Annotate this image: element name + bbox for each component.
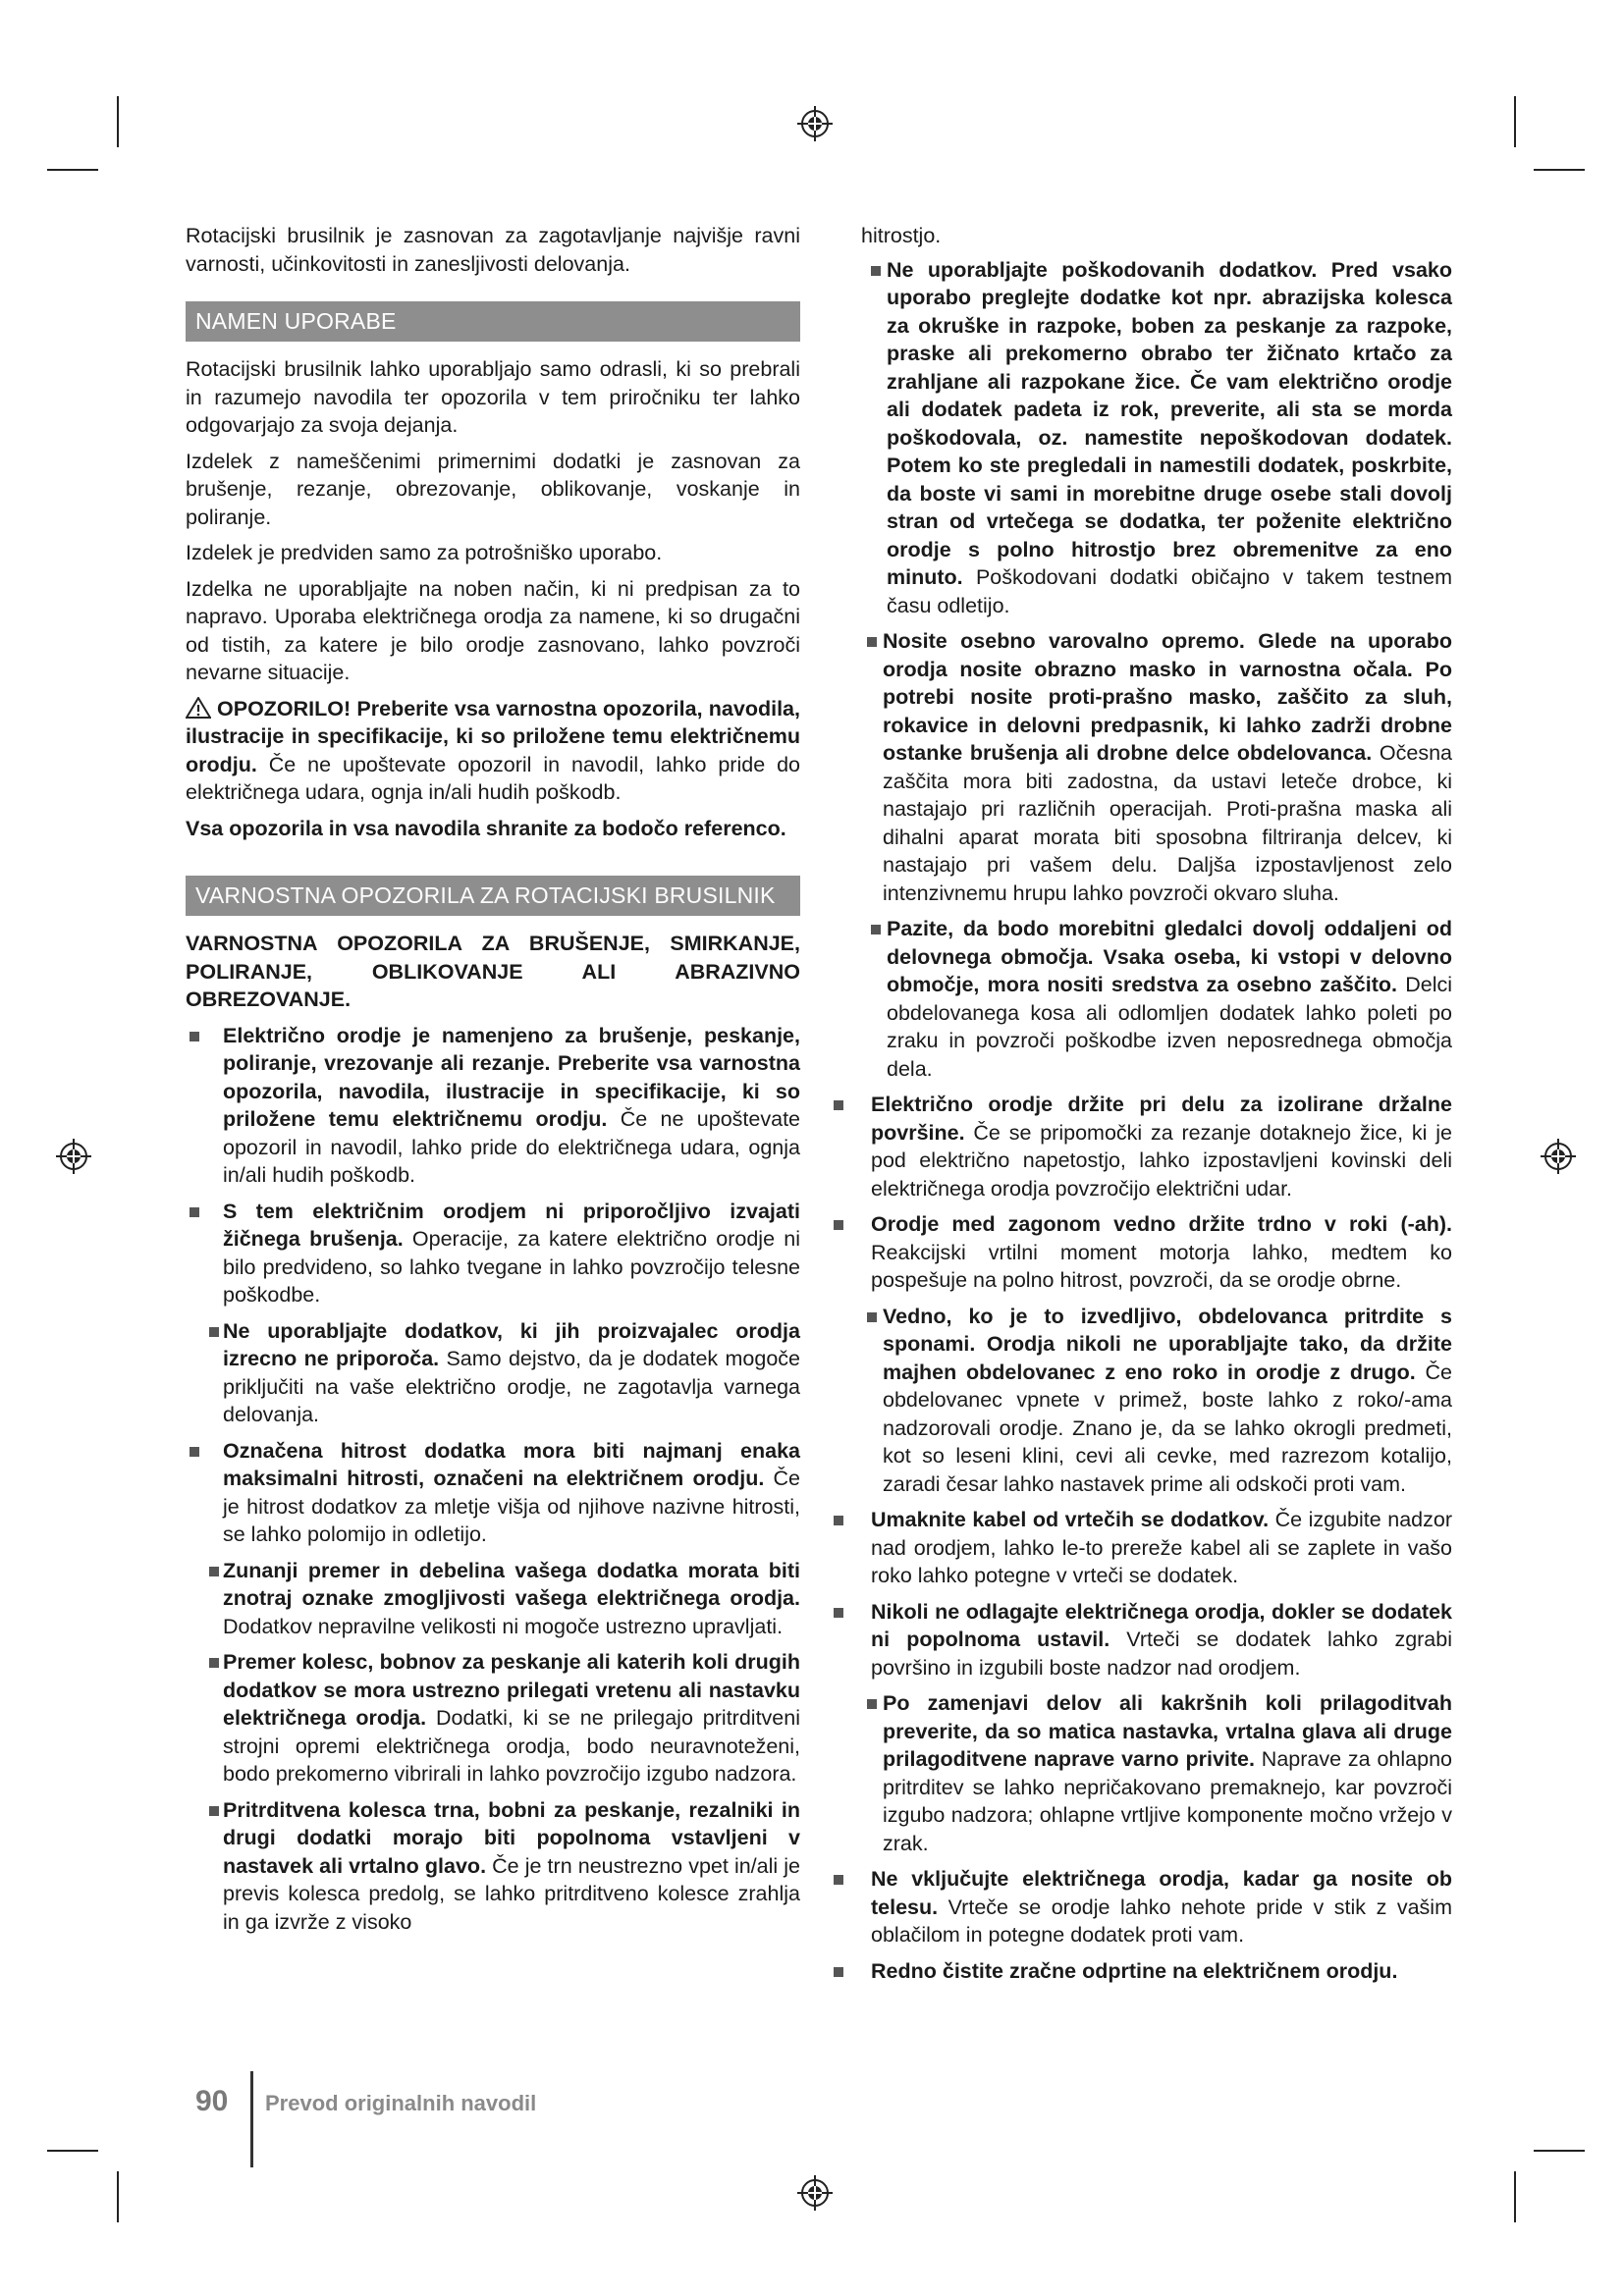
list-item-text: Samo dejstvo, da je dodatek mogoče priključiti na vaše električno orodje, ne zagotavlja varnega delovanja. [223, 1347, 800, 1426]
list-item-bold: Ne uporabljajte poškodovanih dodatkov. Pred vsako uporabo preglejte dodatke kot npr. abrazijska kolesca za okruške in razpoke, boben za peskanje za razpoke, praske ali prekomerno obrabo ter žičnato krtačo za zrahljane ali razpokane žice. Če vam električno orodje ali dodatek padeta iz rok, preverite, ali sta se morda poškodovala, oz. namestite nepoškodovan dodatek. Potem ko ste pregledali in namestili dodatek, poskrbite, da boste vi sami in morebitne druge osebe stali dovolj stran od vrtečega se dodatka, ter poženite električno orodje s polno hitrostjo brez obremenitve za eno minuto. [887, 257, 1452, 589]
paragraph: Izdelek z nameščenimi primernimi dodatki je zasnovan za brušenje, rezanje, obrezovanje, oblikovanje, voskanje in poliranje. [186, 449, 800, 529]
paragraph: Izdelek je predviden samo za potrošniško uporabo. [186, 541, 663, 564]
list-item-text: Očesna zaščita mora biti zadostna, da ustavi leteče drobce, ki nastajajo pri različnih operacijah. Proti-prašna maska ali dihalni aparat morata biti sposobna filtriranja delcev, ki nastajajo pri vašem delu. Daljša izpostavljenost zelo intenzivnemu hrupu lahko povzroči okvaro sluha. [883, 741, 1452, 905]
list-item-bold: Električno orodje držite pri delu za izolirane držalne površine. [871, 1093, 1452, 1145]
list-item-bold: Vedno, ko je to izvedljivo, obdelovanca pritrdite s sponami. Orodja nikoli ne uporabljajte tako, da držite majhen obdelovanec z eno roko in orodje z drugo. [883, 1304, 1452, 1384]
left-column [186, 222, 800, 1944]
list-item-bold: Označena hitrost dodatka mora biti najmanj enaka maksimalni hitrosti, označeni na električnem orodju. [223, 1438, 800, 1490]
list-item [861, 915, 1452, 1083]
list-item-bold: Pritrditvena kolesca trna, bobni za peskanje, rezalniki in drugi dodatki morajo biti popolnoma vstavljeni v nastavek ali vrtalno glavo. [223, 1797, 800, 1878]
registration-mark-icon [795, 104, 835, 143]
list-item-text: Operacije, za katere električno orodje ni bilo predvideno, so lahko tvegane in lahko povzročijo telesne poškodbe. [223, 1227, 800, 1307]
section-heading-safety-warnings: VARNOSTNA OPOZORILA ZA ROTACIJSKI BRUSILNIK [186, 876, 800, 916]
list-item-text: Če je hitrost dodatkov za mletje višja od njihove nazivne hitrosti, se lahko polomijo in odletijo. [223, 1467, 800, 1546]
list-item-text: Če ne upoštevate opozoril in navodil, lahko pride do električnega udara, ognja in/ali hudih poškodb. [223, 1107, 801, 1187]
right-column [861, 222, 1452, 1993]
list-item [834, 1865, 1452, 1949]
list-item-text: Če obdelovanec vpnete v primež, boste lahko z roko/-ama nadzorovali orodje. Znano je, da se lahko okrogli predmeti, kot so leseni klini, cevi ali cevke, med razrezom kotalijo, zaradi česar lahko nastavek prime ali odskoči proti vam. [883, 1360, 1452, 1496]
list-item [186, 1437, 800, 1549]
list-item [834, 1506, 1452, 1590]
list-item-bold: Premer kolesc, bobnov za peskanje ali katerih koli drugih dodatkov se mora ustrezno prilegati vretenu ali nastavku električnega orodja. [223, 1650, 800, 1730]
crop-mark [1534, 2150, 1585, 2152]
keep-instructions-note: Vsa opozorila in vsa navodila shranite za bodočo referenco. [186, 816, 786, 840]
list-item [834, 1091, 1452, 1202]
subheading: VARNOSTNA OPOZORILA ZA BRUŠENJE, SMIRKANJE, POLIRANJE, OBLIKOVANJE ALI ABRAZIVNO OBREZOVANJE. [186, 932, 800, 1011]
list-item [186, 1557, 800, 1641]
crop-mark [117, 2171, 119, 2222]
footer-text: Prevod originalnih navodil [265, 2091, 537, 2115]
list-item-text: Če se pripomočki za rezanje dotaknejo žice, ki je pod električno napetostjo, lahko izpostavljeni kovinski deli električnega orodja povzročijo električni udar. [871, 1120, 1452, 1201]
list-item-bold: Pazite, da bodo morebitni gledalci dovolj oddaljeni od delovnega območja. Vsaka oseba, ki vstopi v delovno območje, mora nositi sredstva za osebno zaščito. [887, 917, 1452, 996]
registration-mark-icon [54, 1137, 93, 1176]
list-item-bold: Zunanji premer in debelina vašega dodatka morata biti znotraj oznake zmogljivosti vašega električnega orodja. [223, 1558, 800, 1610]
crop-mark [1534, 169, 1585, 171]
list-item-text: Poškodovani dodatki običajno v takem testnem času odletijo. [887, 565, 1452, 617]
list-item [861, 627, 1452, 907]
list-item-text: Če je trn neustrezno vpet in/ali je previs kolesca predolg, se lahko pritrditveno kolesce zrahlja in ga izvrže z visoko [223, 1853, 800, 1934]
list-item-bold: Električno orodje je namenjeno za brušenje, peskanje, poliranje, vrezovanje ali rezanje. Preberite vsa varnostna opozorila, navodila, ilustracije in specifikacije, ki so priložene temu električnemu orodju. [223, 1023, 800, 1131]
list-item-text: Dodatkov nepravilne velikosti ni mogoče ustrezno upravljati. [223, 1614, 784, 1638]
list-item-text: Vrteči se dodatek lahko zgrabi površino in izgubili boste nadzor nad orodjem. [871, 1628, 1452, 1680]
list-item [834, 1957, 1452, 1986]
crop-mark [1514, 96, 1516, 147]
list-item-bold: Orodje med zagonom vedno držite trdno v roki (-ah). [871, 1212, 1452, 1236]
page-number: 90 [195, 2085, 229, 2117]
list-item-bold: Ne uporabljajte dodatkov, ki jih proizvajalec orodja izrecno ne priporoča. [223, 1318, 800, 1370]
paragraph: Izdelka ne uporabljajte na noben način, ki ni predpisan za to napravo. Uporaba električnega orodja za namene, ki so drugačni od tistih, za katere je bilo orodje zasnovano, lahko povzroči nevarne situacije. [186, 576, 800, 684]
list-item [186, 1022, 800, 1190]
section-heading-intended-use: NAMEN UPORABE [186, 301, 800, 342]
paragraph: Rotacijski brusilnik lahko uporabljajo samo odrasli, ki so prebrali in razumejo navodila ter opozorila v tem priročniku ter lahko odgovarjajo za svoja dejanja. [186, 357, 800, 437]
continued-text: hitrostjo. [861, 224, 942, 247]
list-item [186, 1648, 800, 1789]
list-item-bold: S tem električnim orodjem ni priporočljivo izvajati žičnega brušenja. [223, 1199, 800, 1251]
list-item [861, 1303, 1452, 1499]
list-item-text: Reakcijski vrtilni moment motorja lahko, medtem ko pospešuje na polno hitrost, povzroči, da se orodje obrne. [871, 1240, 1452, 1292]
list-item [186, 1317, 800, 1429]
list-item [861, 1689, 1452, 1857]
warning-text: Če ne upoštevate opozoril in navodil, lahko pride do električnega udara, ognja in/ali hudih poškodb. [186, 752, 800, 804]
crop-mark [117, 96, 119, 147]
list-item-text: Naprave za ohlapno pritrditev se lahko nepričakovano premaknejo, kar povzroči izgubo nadzora; ohlapne vrtljive komponente močno vržejo v zrak. [883, 1747, 1452, 1855]
footer-divider [250, 2071, 253, 2167]
list-item-bold: Redno čistite zračne odprtine na električnem orodju. [871, 1958, 1398, 1983]
intro-paragraph: Rotacijski brusilnik je zasnovan za zagotavljanje najvišje ravni varnosti, učinkovitosti in zanesljivosti delovanja. [186, 224, 800, 276]
warning-triangle-icon [186, 697, 211, 719]
warning-paragraph [186, 695, 800, 807]
list-item-bold: Ne vključujte električnega orodja, kadar ga nosite ob telesu. [871, 1867, 1452, 1919]
list-item-text: Vrteče se orodje lahko nehote pride v stik z vašim oblačilom in potegne dodatek proti vam. [871, 1895, 1452, 1947]
list-item-bold: Umaknite kabel od vrtečih se dodatkov. [871, 1508, 1270, 1531]
list-item [186, 1198, 800, 1309]
crop-mark [47, 2150, 98, 2152]
registration-mark-icon [1539, 1137, 1578, 1176]
list-item-bold: Po zamenjavi delov ali kakršnih koli prilagoditvah preverite, da so matica nastavka, vrtalna glava ali druge prilagoditvene naprave varno privite. [883, 1691, 1452, 1771]
list-item-text: Dodatki, ki se ne prilegajo pritrditveni strojni opremi električnega orodja, bodo neuravnoteženi, bodo prekomerno vibrirali in lahko povzročijo izgubo nadzora. [223, 1706, 800, 1786]
crop-mark [1514, 2171, 1516, 2222]
list-item [834, 1210, 1452, 1295]
list-item [186, 1796, 800, 1937]
registration-mark-icon [795, 2173, 835, 2213]
crop-mark [47, 169, 98, 171]
list-item [834, 1598, 1452, 1682]
warning-bold-text: OPOZORILO! Preberite vsa varnostna opozorila, navodila, ilustracije in specifikacije, ki so priložene temu električnemu orodju. [186, 696, 800, 776]
list-item [861, 256, 1452, 620]
list-item-bold: Nosite osebno varovalno opremo. Glede na uporabo orodja nosite obrazno masko in varnostna očala. Po potrebi nosite proti-prašno masko, zaščito za sluh, rokavice in delovni predpasnik, ki lahko zadrži drobne ostanke brušenja ali drobne delce obdelovanca. [883, 629, 1452, 765]
list-item-text: Delci obdelovanega kosa ali odlomljen dodatek lahko poleti po zraku in povzroči poškodbe izven neposrednega območja dela. [887, 973, 1452, 1081]
list-item-text: Če izgubite nadzor nad orodjem, lahko le-to prereže kabel ali se zaplete in vašo roko lahko potegne v vrteči se dodatek. [871, 1508, 1452, 1587]
list-item-bold: Nikoli ne odlagajte električnega orodja, dokler se dodatek ni popolnoma ustavil. [871, 1599, 1452, 1651]
